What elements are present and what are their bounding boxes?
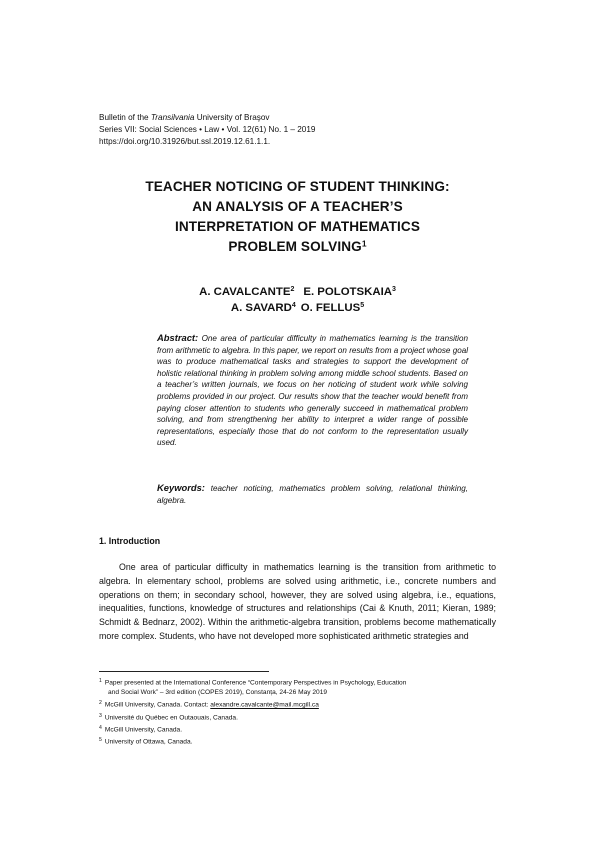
footnote-2-text: McGill University, Canada. Contact:	[104, 701, 211, 709]
header-journal-line	[99, 112, 315, 124]
author-line-1	[99, 284, 496, 300]
author-affiliation-mark[interactable]: 2	[290, 286, 295, 294]
author-name: E. POLOTSKAIA	[303, 286, 392, 298]
abstract	[157, 332, 468, 449]
footnote-divider	[99, 671, 269, 672]
author-name: O. FELLUS	[300, 302, 361, 314]
header-journal-suffix: University of Braşov	[194, 113, 270, 122]
abstract-label: Abstract:	[157, 332, 199, 343]
footnote-4-text: McGill University, Canada.	[104, 726, 183, 734]
header-journal-prefix: Bulletin of the	[99, 113, 151, 122]
footnote-2	[99, 698, 496, 710]
title-line-4	[99, 237, 496, 257]
footnote-number: 2	[99, 700, 102, 707]
author-affiliation-mark[interactable]: 4	[291, 302, 296, 310]
footnote-5	[99, 735, 496, 747]
title-footnote-mark[interactable]: 1	[361, 238, 367, 249]
footnote-number: 1	[99, 678, 102, 684]
paper-title	[99, 177, 496, 257]
keywords-text: teacher noticing, mathematics problem solving, relational thinking, algebra.	[157, 484, 468, 505]
author-list	[99, 284, 496, 316]
author-affiliation-mark[interactable]: 3	[391, 286, 396, 294]
contact-email-link[interactable]: alexandre.cavalcante@mail.mcgill.ca	[210, 701, 319, 709]
footnote-1-line-1: Paper presented at the International Conference “Contemporary Perspectives in Psychology, Education	[104, 679, 407, 687]
title-line-2: AN ANALYSIS OF A TEACHER’S	[192, 199, 403, 214]
keywords	[157, 482, 468, 507]
abstract-text: One area of particular difficulty in mathematics learning is the transition from arithmetic to algebra. In this paper, we report on results from a project whose goal was to produce mathematical tasks and strategies to support the development of holistic relational thinking in problem solving among middle school students. Based on a teacher’s written journals, we focus on her noticing of student work while solving problems provided in our project. Our results show that the teacher would benefit from paying closer attention to students who generally succeed in mathematical problem solving, and from strengthening her ability to interpret a wider range of possible representations, especially those that do not conform to the representation usually used.	[157, 334, 468, 448]
title-line-4-text: PROBLEM SOLVING	[228, 239, 362, 254]
author-affiliation-mark[interactable]: 5	[360, 302, 365, 310]
author-name: A. SAVARD	[230, 302, 292, 314]
section-heading: 1. Introduction	[99, 536, 161, 546]
introduction-paragraph: One area of particular difficulty in mathematics learning is the transition from arithmetic to algebra. In elementary school, problems are solved using arithmetic, i.e., concrete numbers and operations on them; in secondary school, however, they are solved using algebra, i.e., equations, inequalities, functions, knowledge of structures and relationships (Cai & Knuth, 2011; Kieran, 1989; Schmidt & Bednarz, 2002). Within the arithmetic-algebra transition, problems become mathematically more complex. Students, who have not developed more sophisticated arithmetic strategies and	[99, 562, 496, 641]
footnote-number: 5	[99, 737, 102, 744]
footnote-1-line-2: and Social Work” – 3rd edition (COPES 2019), Constanța, 24-26 May 2019	[108, 689, 328, 697]
header-doi-line[interactable]: https://doi.org/10.31926/but.ssl.2019.12.61.1.1.	[99, 137, 271, 146]
footnote-3-text: Université du Québec en Outaouais, Canada.	[104, 713, 238, 721]
footnote-1	[99, 676, 496, 698]
title-line-1: TEACHER NOTICING OF STUDENT THINKING:	[145, 179, 450, 194]
author-name: A. CAVALCANTE	[199, 286, 291, 298]
header-journal-italic: Transilvania	[150, 113, 195, 122]
footnote-4	[99, 723, 496, 735]
header-series-line: Series VII: Social Sciences • Law • Vol. 12(61) No. 1 – 2019	[99, 125, 316, 134]
footnote-3	[99, 711, 496, 723]
journal-header	[99, 112, 315, 148]
author-line-2	[99, 300, 496, 316]
title-line-3: INTERPRETATION OF MATHEMATICS	[174, 219, 421, 234]
footnotes	[99, 676, 496, 748]
footnote-number: 3	[99, 712, 102, 719]
footnote-5-text: University of Ottawa, Canada.	[104, 738, 193, 746]
footnote-number: 4	[99, 724, 102, 731]
keywords-label: Keywords:	[157, 482, 205, 493]
